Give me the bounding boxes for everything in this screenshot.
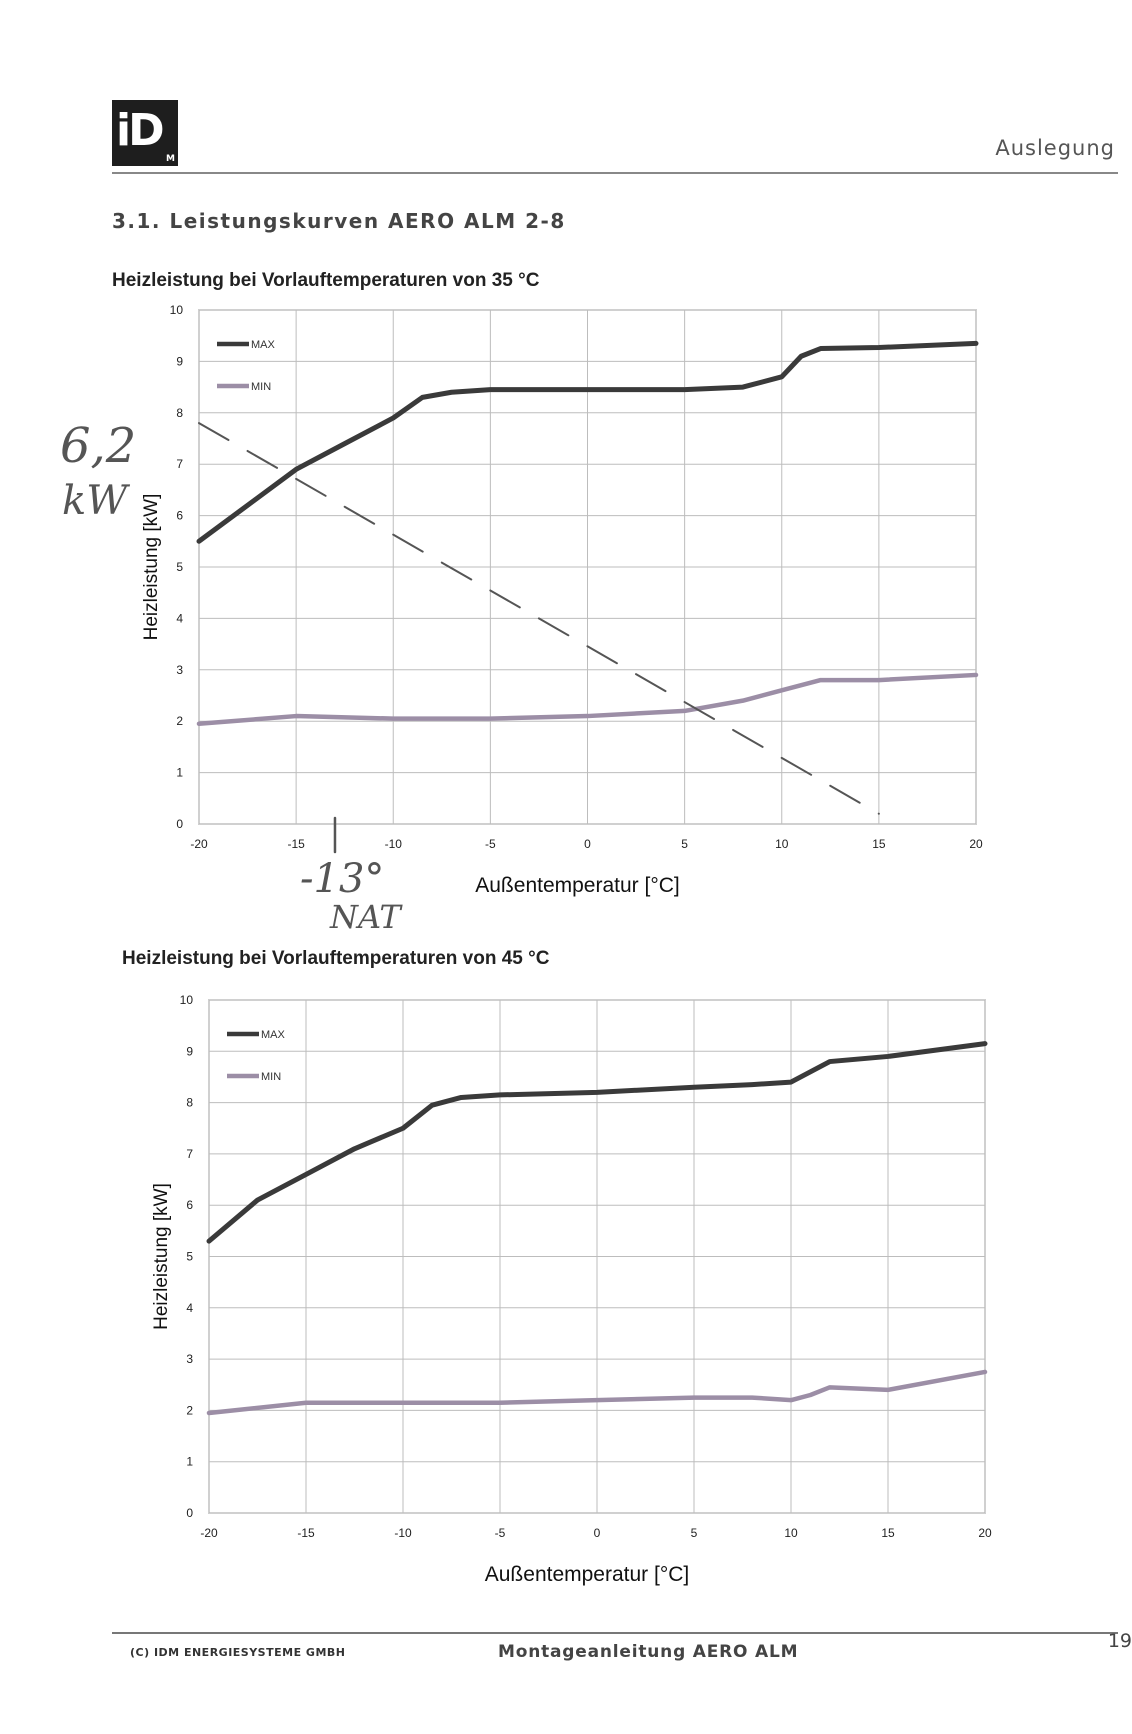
chart-1-y-tick-label: 4: [176, 611, 183, 626]
chart-1-x-tick-label: -5: [485, 837, 496, 851]
chart-2-y-tick-label: 2: [186, 1403, 193, 1418]
footer-copyright: (C) IDM ENERGIESYSTEME GMBH: [130, 1646, 346, 1659]
chart-2-x-tick-label: -10: [394, 1526, 412, 1540]
chart-2-x-tick-label: -5: [494, 1526, 506, 1540]
chart-1-x-axis-label: Außentemperatur [°C]: [475, 874, 680, 897]
chart-2-legend-label-max: MAX: [261, 1029, 285, 1041]
header-divider: [112, 172, 1118, 174]
page-number: 19: [1107, 1630, 1132, 1652]
chart-2: [0, 980, 1132, 1610]
chart-1-y-tick-label: 7: [176, 457, 183, 472]
chart-2-y-tick-label: 5: [186, 1249, 193, 1264]
chart-2-y-tick-label: 10: [179, 993, 193, 1007]
chart-2-legend-label-min: MIN: [261, 1071, 282, 1083]
chart-1-legend-label-max: MAX: [251, 339, 275, 351]
chart-2-y-tick-label: 9: [186, 1044, 193, 1059]
chart-2-y-tick-label: 8: [186, 1095, 193, 1110]
chart-1-x-tick-label: -10: [384, 837, 402, 851]
chart-1-title: Heizleistung bei Vorlauftemperaturen von 35 °C: [112, 270, 540, 291]
footer-divider: [112, 1632, 1118, 1634]
chart-1-x-tick-label: 10: [775, 837, 789, 851]
chart-2-y-tick-label: 6: [186, 1198, 193, 1213]
chart-2-x-tick-label: 15: [881, 1526, 895, 1540]
chart-2-x-tick-label: -20: [200, 1526, 218, 1540]
chart-1-y-tick-label: 5: [176, 560, 183, 574]
chart-1-y-tick-label: 10: [169, 303, 183, 317]
chart-2-x-tick-label: -15: [297, 1526, 315, 1540]
chart-1-y-axis-label: Heizleistung [kW]: [141, 493, 162, 641]
chart-1-y-tick-label: 9: [176, 354, 183, 369]
chart-2-x-tick-label: 0: [593, 1526, 601, 1540]
chart-1: [0, 290, 1132, 920]
chart-1-x-tick-label: -20: [190, 837, 208, 851]
chart-1-y-tick-label: 0: [176, 817, 183, 831]
chart-2-title: Heizleistung bei Vorlauftemperaturen von 45 °C: [122, 948, 550, 969]
chart-2-y-tick-label: 7: [186, 1146, 193, 1161]
section-header: Auslegung: [995, 136, 1115, 160]
chart-1-legend-label-min: MIN: [251, 381, 272, 393]
chart-2-x-tick-label: 10: [784, 1526, 798, 1540]
logo-text: iD: [116, 105, 162, 156]
chart-1-y-tick-label: 6: [176, 508, 183, 523]
handwritten-nat-label: NAT: [330, 898, 401, 936]
section-title: 3.1. Leistungskurven AERO ALM 2-8: [112, 209, 566, 233]
chart-2-x-tick-label: 20: [978, 1526, 992, 1540]
chart-2-y-tick-label: 4: [186, 1300, 193, 1315]
handwritten-kw-unit: kW: [62, 478, 128, 524]
chart-1-y-tick-label: 8: [176, 405, 183, 420]
chart-1-x-tick-label: 15: [872, 837, 886, 851]
chart-2-y-axis-label: Heizleistung [kW]: [151, 1183, 172, 1330]
logo-subscript: M: [166, 154, 175, 164]
chart-1-x-tick-label: 20: [969, 837, 983, 851]
handwritten-nat-temperature: -13°: [300, 856, 385, 902]
handwritten-kw-value: 6,2: [60, 418, 137, 474]
chart-2-y-tick-label: 0: [186, 1506, 193, 1520]
chart-2-y-tick-label: 3: [186, 1352, 193, 1367]
chart-1-y-tick-label: 1: [176, 765, 183, 780]
chart-2-x-axis-label: Außentemperatur [°C]: [484, 1563, 690, 1586]
footer-document-title: Montageanleitung AERO ALM: [498, 1642, 799, 1662]
chart-1-x-tick-label: -15: [287, 837, 305, 851]
chart-1-x-tick-label: 5: [681, 837, 688, 851]
company-logo: [112, 100, 178, 166]
chart-1-y-tick-label: 2: [176, 714, 183, 729]
chart-2-x-tick-label: 5: [690, 1526, 698, 1540]
chart-2-y-tick-label: 1: [186, 1454, 193, 1469]
chart-1-x-tick-label: 0: [584, 837, 591, 851]
chart-1-y-tick-label: 3: [176, 662, 183, 677]
